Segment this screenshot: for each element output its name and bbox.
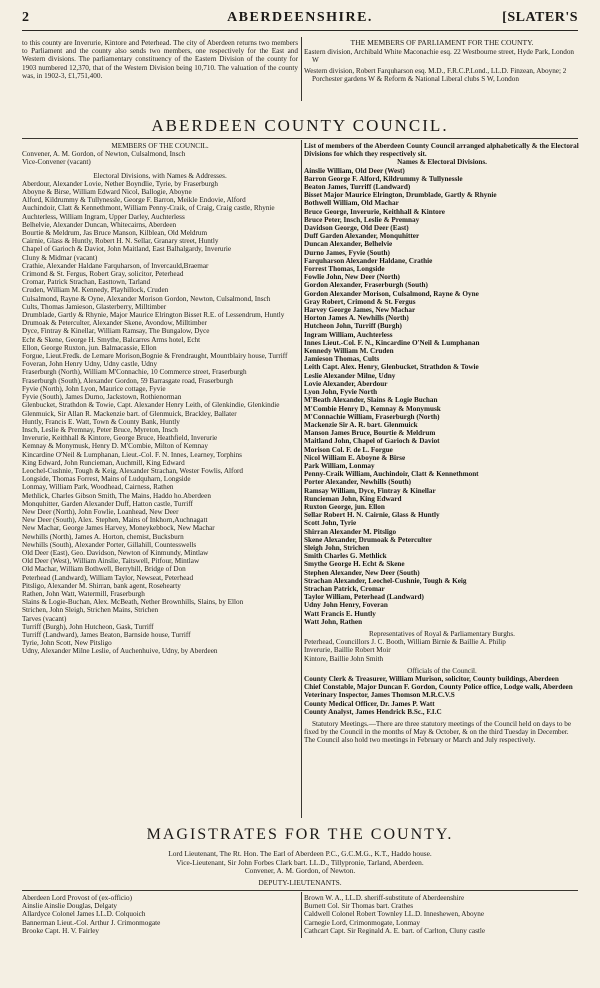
publisher-tag: [SLATER'S [502,10,578,25]
meetings-note: Statutory Meetings.—There are three statutory meetings of the Council held on days to be fixed by the Council in the months of May & October, & on the third Tuesday in December. The Council also hold two meetings in February or March and July respectively. [304,720,572,745]
division-entry: Culsalmond, Rayne & Oyne, Alexander Morison Gordon, Newton, Culsalmond, Insch [22,294,271,303]
division-entry: Pitsligo, Alexander M. Shirran, bank agent, Rosehearty [22,581,181,590]
division-entry: Strichen, John Sleigh, Strichen Mains, Strichen [22,606,159,615]
division-entry: Slains & Logie-Buchan, Alex. McBeath, Nether Brownhills, Slains, by Ellon [22,598,244,607]
member-entry: Strachan Alexander, Leochel-Cushnie, Tough & Keig [304,576,467,585]
division-entry: Monquhitter, Garden Alexander Duff, Hatton castle, Turriff [22,499,193,508]
member-entry: Leith Capt. Alex. Henry, Glenbucket, Strathdon & Towie [304,363,479,372]
member-entry: Shirran Alexander M. Pitsligo [304,527,397,536]
page-title: ABERDEENSHIRE. [227,10,373,25]
mp-western: Western division, Robert Farquharson esq. M.D., F.R.C.P.Lond., LL.D. Finzean, Aboyne; 2 Porchester gardens W & Reform & National Liberal clubs S W, London [304,66,567,83]
member-entry: Nicol William E. Aboyne & Birse [304,453,406,462]
division-entry: Rathen, John Watt, Watermill, Fraserburgh [22,589,145,598]
member-entry: M'Connachie William, Fraserburgh (North) [304,412,440,421]
representatives-list [304,638,580,663]
division-entry: Glenbucket, Strathdon & Towie, Capt. Alexander Henry Leith, of Glenkindie, Glenkindie [22,401,280,410]
representatives-heading: Representatives of Royal & Parliamentary Burghs. [369,629,515,638]
member-entry: Bisset Major Maurice Elrington, Drumblade, Gartly & Rhynie [304,191,497,200]
alpha-subheading: Names & Electoral Divisions. [397,158,487,167]
council-rule [22,138,578,139]
officials-heading: Officials of the Council. [407,666,477,675]
member-entry: Davidson George, Old Deer (East) [304,224,409,233]
division-entry: Inverurie, Keithhall & Kintore, George Bruce, Heathfield, Inverurie [22,434,218,443]
division-entry: Crathie, Alexander Haldane Farquharson, of Invercauld,Braemar [22,261,209,270]
division-entry: Fraserburgh (North), William M'Connachie, 10 Commerce street, Fraserburgh [22,368,247,377]
deputy-entry: Aberdeen Lord Provost of (ex-officio) [22,894,133,902]
division-entry: Fyvie (North), John Lyon, Maurice cottage, Fyvie [22,384,166,393]
deputy-entry: Burnett Col. Sir Thomas bart. Crathes [304,902,414,911]
official-entry: Chief Constable, Major Duncan F. Gordon, County Police office, Lodge walk, Aberdeen [304,683,573,692]
member-entry: Sleigh John, Strichen [304,543,370,552]
division-entry: Lonmay, William Park, Woodhead, Cairness, Rathen [22,483,174,492]
member-entry: Udny John Henry, Foveran [304,601,388,610]
division-entry: Chapel of Garioch & Daviot, John Maitland, East Balhalgardy, Inverurie [22,245,232,254]
mp-eastern: Eastern division, Archibald White Maconachie esq. 22 Westbourne street, Hyde Park, London W [304,48,575,65]
member-entry: Morison Col. F. de L. Forgue [304,445,393,454]
division-entry: Newhills (North), James A. Horton, chemist, Bucksburn [22,532,184,541]
deputy-right-list [304,894,580,935]
member-entry: Lovie Alexander, Aberdour [304,379,388,388]
member-entry: Ramsay William, Dyce, Fintray & Kinellar [304,486,436,495]
alphabetical-column [304,142,580,745]
member-entry: Watt John, Rathen [304,617,363,626]
member-entry: Stephen Alexander, New Deer (South) [304,568,420,577]
division-entry: Forgue, Lieut.Fredk. de Lemare Morison,Bognie & Frendraught, Mountblairy house, Turriff [22,352,288,361]
official-entry: County Analyst, James Hendrick B.Sc., F.I.C [304,707,442,716]
member-entry: Scott John, Tyrie [304,519,357,528]
division-entry: King Edward, John Runcieman, Auchmill, King Edward [22,458,185,467]
division-entry: Aboyne & Birse, William Edward Nicol, Ballogie, Aboyne [22,188,192,197]
division-entry: Alford, Kildrummy & Tullynessle, George F. Barron, Meikle Endovie, Alford [22,196,246,205]
member-entry: Gordon Alexander Morison, Culsalmond, Rayne & Oyne [304,289,479,298]
division-entry: Newhills (South), Alexander Porter, Gillahill, Countesswells [22,540,197,549]
division-entry: Kincardine O'Neil & Lumphanan, Lieut.-Col. F. N. Innes, Learney, Torphins [22,450,242,459]
magistrates-convener: Convener, A. M. Gordon, of Newton. [244,866,356,876]
division-entry: Tyrie, John Scott, New Pitsligo [22,639,112,648]
division-entry: Drumblade, Gartly & Rhynie, Major Maurice Elrington Bisset R.E. of Lessendrum, Huntly [22,311,285,320]
vice-lieutenant: Vice-Lieutenant, Sir John Forbes Clark bart. LL.D., Tillypronie, Tarland, Aberdeen. [176,857,424,867]
member-entry: Horton James A. Newhills (North) [304,314,409,323]
member-entry: Jamieson Thomas, Cults [304,355,380,364]
deputy-entry: Carnegie Lord, Crimonmogate, Lonmay [304,918,420,927]
division-entry: Glenmuick, Sir Allan R. Mackenzie bart. of Glenmuick, Brackley, Ballater [22,409,237,418]
division-entry: Peterhead (Landward), William Taylor, Newseat, Peterhead [22,573,194,582]
member-entry: Leslie Alexander Milne, Udny [304,371,396,380]
magistrates-title: MAGISTRATES FOR THE COUNTY. [146,826,454,843]
mp-section [304,39,580,83]
division-entry: Turriff (Landward), James Beaton, Barnside house, Turriff [22,630,191,639]
division-entry: Methlick, Charles Gibson Smith, The Mains, Haddo ho.Aberdeen [22,491,211,500]
official-entry: Veterinary Inspector, James Thomson M.R.C.V.S [304,691,455,700]
representative-entry: Inverurie, Baillie Robert Moir [304,646,391,655]
division-entry: Bourtie & Meldrum, Jas Bruce Manson, Kilblean, Old Meldrum [22,229,208,238]
member-entry: Sellar Robert H. N. Cairnie, Glass & Huntly [304,511,440,520]
division-entry: Fraserburgh (South), Alexander Gordon, 59 Barrasgate road, Fraserburgh [22,376,233,385]
member-entry: Durno James, Fyvie (South) [304,248,390,257]
deputy-entry: Brooke Capt. H. V. Fairley [22,926,99,935]
member-entry: M'Combie Henry D., Kemnay & Monymusk [304,404,441,413]
member-entry: M'Beath Alexander, Slains & Logie Buchan [304,396,438,405]
column-rule-deputy [301,892,302,938]
division-entry: Fyvie (South), James Durno, Jackstown, Rothienorman [22,393,182,402]
mp-title: THE MEMBERS OF PARLIAMENT FOR THE COUNTY. [350,38,534,47]
division-entry: Dyce, Fintray & Kinellar, William Ramsay, The Bungalow, Dyce [22,327,210,336]
representative-entry: Peterhead, Councillors J. C. Booth, William Birnie & Baillie A. Philip [304,638,506,647]
division-entry: Cairnie, Glass & Huntly, Robert H. N. Sellar, Granary street, Huntly [22,237,219,246]
member-entry: Ingram William, Auchterless [304,330,393,339]
member-entry: Fowlie John, New Deer (North) [304,273,400,282]
vice-convener-line: Vice-Convener (vacant) [22,158,91,167]
member-entry: Penny-Craik William, Auchindoir, Clatt & Kennethmont [304,470,479,479]
representative-entry: Kintore, Baillie John Smith [304,654,384,663]
divisions-list [22,180,298,656]
deputy-entry: Bannerman Lieut.-Col. Arthur J. Crimonmogate [22,918,161,927]
division-entry: New Deer (South), Alex. Stephen, Mains of Inkhorn,Auchnagatt [22,516,208,525]
official-entry: County Clerk & Treasurer, William Murison, solicitor, County buildings, Aberdeen [304,675,559,683]
division-entry: Udny, Alexander Milne Leslie, of Auchenhuive, Udny, by Aberdeen [22,647,218,656]
council-title: ABERDEEN COUNTY COUNCIL. [151,116,449,135]
member-entry: Porter Alexander, Newhills (South) [304,478,412,487]
division-entry: Auchterless, William Ingram, Upper Darley, Auchterless [22,212,185,221]
division-entry: Leochel-Cushnie, Tough & Keig, Alexander Strachan, Wester Fowlis, Alford [22,466,244,475]
member-entry: Gordon Alexander, Fraserburgh (South) [304,281,428,290]
deputy-entry: Ainslie Ainslie Douglas, Delgaty [22,902,118,911]
division-entry: Huntly, Francis E. Watt, Town & County Bank, Huntly [22,417,180,426]
deputy-entry: Cathcart Capt. Sir Reginald A. E. bart. of Carlton, Cluny castle [304,926,486,935]
division-entry: New Machar, George James Harvey, Moneykebbock, New Machar [22,524,215,533]
column-rule-council [301,140,302,818]
magistrates-officers [22,850,578,887]
division-entry: Foveran, John Henry Udny, Udny castle, Udny [22,360,158,369]
member-entry: Bruce George, Inverurie, Keithhall & Kintore [304,207,445,216]
deputy-heading: DEPUTY-LIEUTENANTS. [258,877,342,887]
member-entry: Duncan Alexander, Belhelvie [304,240,393,249]
deputy-entry: Caldwell Colonel Robert Townley LL.D. Inneshewen, Aboyne [304,910,485,919]
division-entry: Aberdour, Alexander Lovie, Nether Boyndlie, Tyrie, by Fraserburgh [22,179,218,188]
member-entry: Farquharson Alexander Haldane, Crathie [304,256,433,265]
column-rule-top [301,37,302,101]
members-column [22,142,298,656]
page-header [22,10,578,31]
division-entry: New Deer (North), John Fowlie, Loanhead, New Deer [22,507,179,516]
division-entry: Tarves (vacant) [22,614,67,623]
division-entry: Insch, Leslie & Premnay, Peter Bruce, Myreton, Insch [22,425,178,434]
deputy-rule [22,890,578,891]
member-entry: Manson James Bruce, Bourtie & Meldrum [304,429,436,438]
intro-paragraph: to this county are Inverurie, Kintore and Peterhead. The city of Aberdeen returns two members to Parliament and the county also sends two members, one respectively for the East and Western divisions. The parliamentary constituency of the Eastern Division of the county for 1903 numbered 12,370, that of the Western Division being 10,710. The valuation of the county was, in 1902-3, £1,751,400. [22,39,298,80]
page-number: 2 [22,10,29,25]
division-entry: Kemnay & Monymusk, Henry D. M'Combie, Milton of Kemnay [22,442,208,451]
alpha-heading: List of members of the Aberdeen County Council arranged alphabetically & the Electoral Divisions for which they respectively sit. [304,142,579,159]
division-entry: Ellon, George Ruxton, jun. Balmacassie, Ellon [22,343,157,352]
member-entry: Beaton James, Turriff (Landward) [304,183,411,192]
division-entry: Cromar, Patrick Strachan, Easttown, Tarland [22,278,151,287]
deputy-left-list [22,894,298,935]
member-entry: Ainslie William, Old Deer (West) [304,166,405,175]
convener-line: Convener, A. M. Gordon, of Newton, Culsalmond, Insch [22,150,186,159]
division-entry: Drumoak & Peterculter, Alexander Skene, Avondow, Milltimber [22,319,207,328]
member-entry: Barron George F. Alford, Kildrummy & Tullynessle [304,174,463,183]
member-entry: Mackenzie Sir A. R. bart. Glenmuick [304,420,418,429]
division-entry: Belhelvie, Alexander Duncan, Whitecairns, Aberdeen [22,220,177,229]
division-entry: Echt & Skene, George H. Smythe, Balcarres Arms hotel, Echt [22,335,201,344]
member-entry: Runcieman John, King Edward [304,494,402,503]
divisions-heading: Electoral Divisions, with Names & Addresses. [93,171,227,180]
member-entry: Kennedy William M. Cruden [304,347,394,356]
member-entry: Strachan Patrick, Cromar [304,584,385,593]
officials-list [304,675,580,716]
member-entry: Bothwell William, Old Machar [304,199,399,208]
member-entry: Duff Garden Alexander, Monquhitter [304,232,420,241]
member-entry: Hutcheon John, Turriff (Burgh) [304,322,402,331]
official-entry: County Medical Officer, Dr. James P. Watt [304,699,435,708]
lord-lieutenant: Lord Lieutenant, The Rt. Hon. The Earl of Aberdeen P.C., G.C.M.G., K.T., Haddo house. [168,849,432,858]
member-entry: Park William, Lonmay [304,461,375,470]
alpha-list [304,167,580,626]
member-entry: Ruxton George, jun. Ellon [304,502,385,511]
division-entry: Old Deer (East), Geo. Davidson, Newton of Kinmundy, Mintlaw [22,548,209,557]
member-entry: Bruce Peter, Insch, Leslie & Premnay [304,215,420,224]
division-entry: Old Deer (West), William Ainslie, Taitswell, Pitfour, Mintlaw [22,557,200,566]
division-entry: Cruden, William M. Kennedy, Playhillock, Cruden [22,286,169,295]
division-entry: Auchindoir, Clatt & Kennethmont, William Penny-Craik, of Craig, Craig castle, Rhynie [22,204,275,213]
member-entry: Gray Robert, Crimond & St. Fergus [304,297,416,306]
member-entry: Taylor William, Peterhead (Landward) [304,593,424,602]
division-entry: Cults, Thomas Jamieson, Glasterberry, Milltimber [22,302,167,311]
member-entry: Smith Charles G. Methlick [304,552,387,561]
member-entry: Maitland John, Chapel of Garioch & Daviot [304,437,440,446]
deputy-entry: Brown W. A., LL.D. sheriff-substitute of Aberdeenshire [304,894,465,902]
member-entry: Innes Lieut.-Col. F. N., Kincardine O'Neil & Lumphanan [304,338,480,347]
member-entry: Smythe George H. Echt & Skene [304,560,405,569]
member-entry: Harvey George James, New Machar [304,306,416,315]
members-heading: MEMBERS OF THE COUNCIL. [111,142,209,150]
member-entry: Watt Francis E. Huntly [304,609,376,618]
member-entry: Skene Alexander, Drumoak & Peterculter [304,535,432,544]
division-entry: Old Machar, William Bothwell, Berryhill, Bridge of Don [22,565,186,574]
member-entry: Forrest Thomas, Longside [304,265,385,274]
division-entry: Cluny & Midmar (vacant) [22,253,98,262]
deputy-entry: Allardyce Colonel James LL.D. Colquoich [22,910,146,919]
member-entry: Lyon John, Fyvie North [304,388,378,397]
division-entry: Crimond & St. Fergus, Robert Gray, solicitor, Peterhead [22,270,184,279]
division-entry: Longside, Thomas Forrest, Mains of Ludquharn, Longside [22,475,191,484]
division-entry: Turriff (Burgh), John Hutcheon, Gask, Turriff [22,622,154,631]
